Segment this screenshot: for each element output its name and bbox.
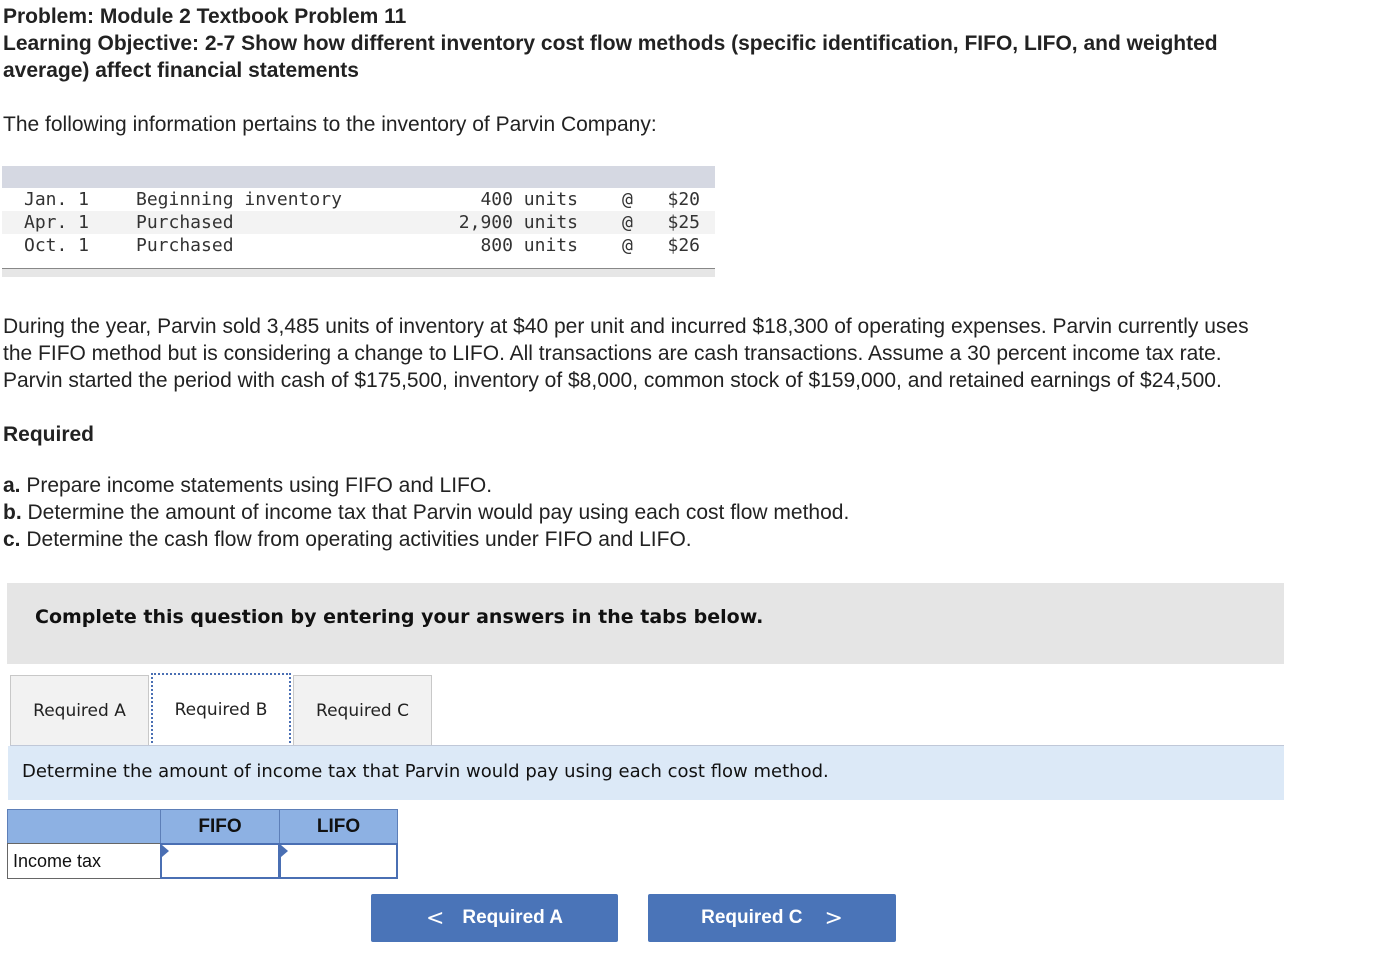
answer-table-corner [7,809,161,844]
learning-objective [3,30,1373,84]
lifo-income-tax-input[interactable] [281,845,396,877]
chevron-right-icon: > [824,905,843,931]
inventory-table-footer [2,269,715,277]
required-letter: a. [3,474,21,497]
required-item-a [3,472,492,499]
inventory-price: $20 [667,189,700,210]
tab-required-b[interactable]: Required B [151,673,291,747]
required-heading: Required [3,423,95,446]
next-button-label: Required C [701,907,803,928]
inventory-date: Apr. 1 [24,212,90,233]
inventory-date: Jan. 1 [24,189,90,210]
inventory-at-sign: @ [622,235,633,256]
objective-line-1: Learning Objective: 2-7 Show how different inventory cost flow methods (specific identification, FIFO, LIFO, and weighted [3,32,1218,55]
required-letter: b. [3,501,22,524]
banner-text: Complete this question by entering your answers in the tabs below. [35,606,764,628]
input-marker-icon [162,845,169,857]
required-text: Determine the amount of income tax that Parvin would pay using each cost flow method. [21,501,850,524]
input-marker-icon [281,845,288,857]
instructions-banner [7,583,1284,664]
inventory-table [2,166,715,277]
required-item-c [3,526,692,553]
inventory-table-header [2,166,715,188]
lifo-header: LIFO [279,809,398,844]
tab-required-a[interactable]: Required A [10,675,149,745]
inventory-date: Oct. 1 [24,235,90,256]
required-item-b [3,499,849,526]
inventory-description: Purchased [136,212,234,233]
row-label-cell [7,843,161,879]
required-text: Prepare income statements using FIFO and LIFO. [20,474,493,497]
inventory-price: $25 [667,212,700,233]
narrative-line-3: Parvin started the period with cash of $175,500, inventory of $8,000, common stock of $159,000, and retained earnings of $24,500. [3,369,1222,392]
problem-title: Problem: Module 2 Textbook Problem 11 [3,5,407,28]
previous-required-a-button[interactable] [371,894,618,942]
required-letter: c. [3,528,21,551]
chevron-left-icon: < [425,905,445,931]
inventory-description: Purchased [136,235,234,256]
income-tax-label: Income tax [13,851,102,871]
previous-button-label: Required A [462,907,564,928]
inventory-price: $26 [667,235,700,256]
inventory-description: Beginning inventory [136,189,342,210]
inventory-row [2,234,715,257]
fifo-header: FIFO [160,809,280,844]
required-text: Determine the cash flow from operating activities under FIFO and LIFO. [20,528,692,551]
instruction-text: Determine the amount of income tax that Parvin would pay using each cost flow method. [22,761,829,782]
lifo-income-tax-cell [279,843,398,879]
inventory-at-sign: @ [622,189,633,210]
next-required-c-button[interactable] [648,894,896,942]
objective-line-2: average) affect financial statements [3,59,359,82]
fifo-income-tax-cell [160,843,280,879]
inventory-row [2,211,715,234]
fifo-income-tax-input[interactable] [162,845,278,877]
inventory-units: 2,900 units [458,212,578,233]
narrative-line-1: During the year, Parvin sold 3,485 units of inventory at $40 per unit and incurred $18,300 of operating expenses. Parvin currently uses [3,315,1249,338]
intro-text: The following information pertains to the inventory of Parvin Company: [3,113,657,136]
tab-required-c[interactable]: Required C [293,675,432,745]
inventory-at-sign: @ [622,212,633,233]
problem-narrative [3,313,1384,394]
narrative-line-2: the FIFO method but is considering a change to LIFO. All transactions are cash transactions. Assume a 30 percent income tax rate. [3,342,1222,365]
tab-instruction [8,746,1284,800]
inventory-units: 800 units [480,235,578,256]
inventory-row [2,188,715,211]
inventory-units: 400 units [480,189,578,210]
